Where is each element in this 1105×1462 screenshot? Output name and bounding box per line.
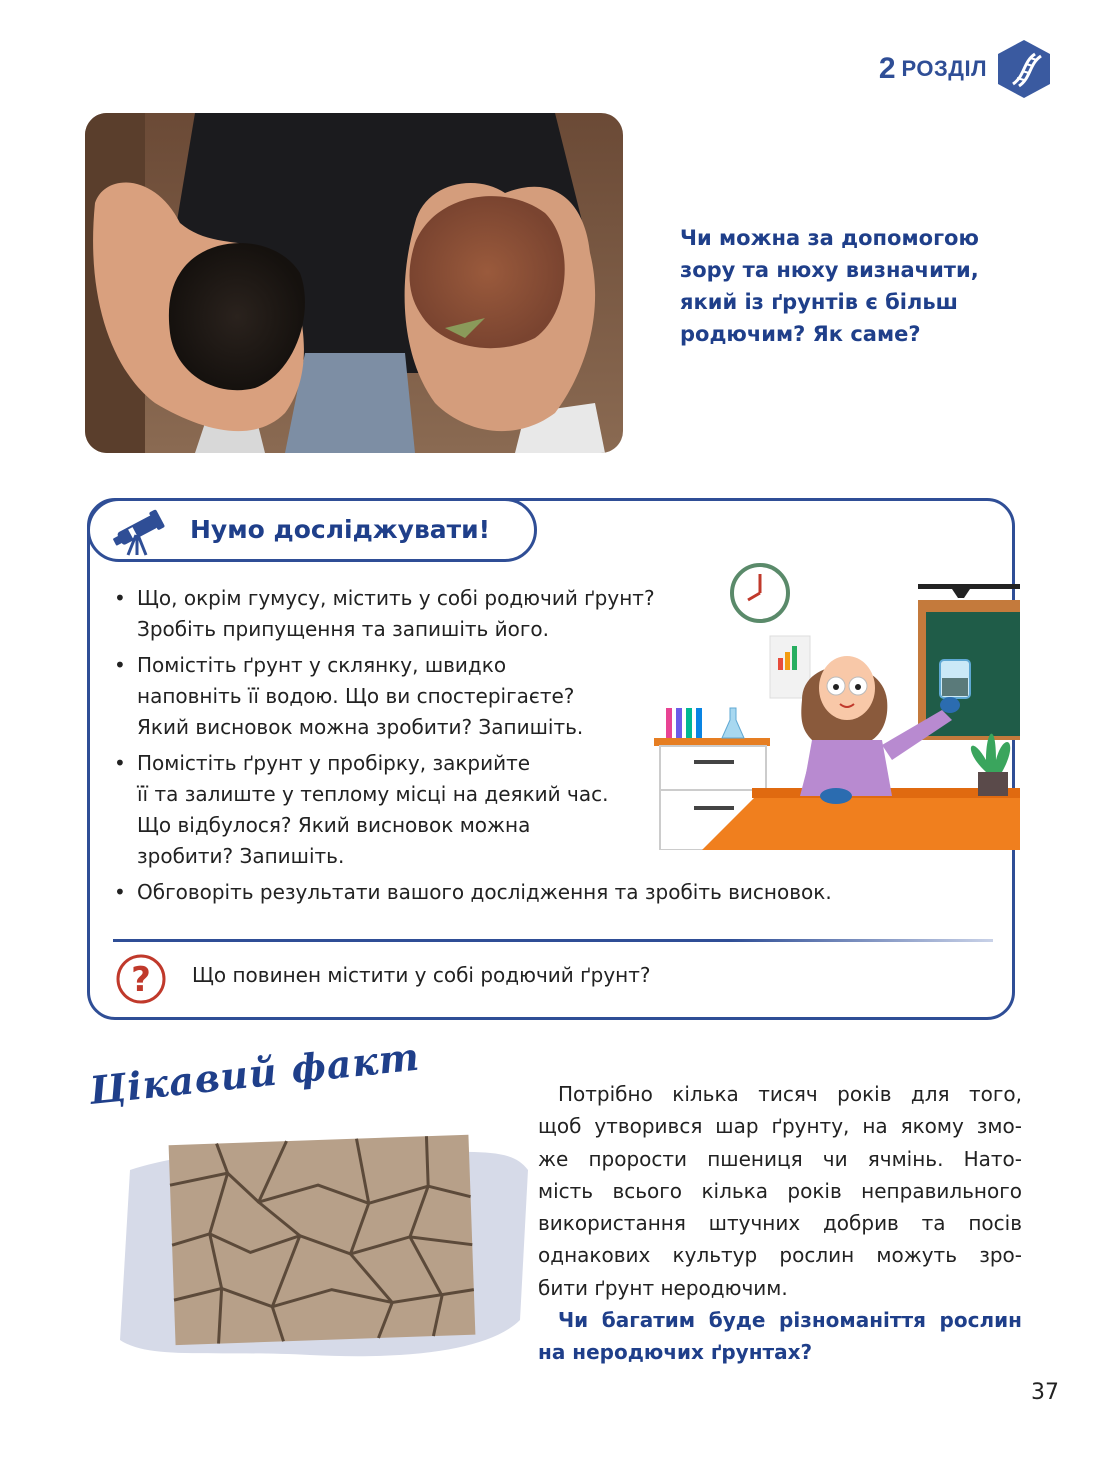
word: та — [921, 1211, 946, 1236]
task-line: • Помістіть ґрунт у склянку, швидко — [137, 653, 507, 677]
word: чи — [822, 1146, 848, 1171]
question-line: який із ґрунтів є більш — [680, 290, 958, 314]
word: посів — [968, 1211, 1022, 1236]
fact-line — [538, 1207, 1022, 1239]
explore-title: Нумо досліджувати! — [190, 515, 491, 544]
fact-line — [538, 1078, 1022, 1110]
fact-paragraph — [538, 1078, 1022, 1369]
task-line: Що відбулося? Який висновок можна — [137, 813, 531, 837]
word: на неродючих ґрунтах? — [538, 1340, 813, 1365]
word: Нато- — [963, 1146, 1022, 1171]
chapter-header — [879, 38, 1053, 100]
telescope-icon — [108, 505, 168, 557]
task-line: • Що, окрім гумусу, містить у собі родючий ґрунт? — [137, 586, 655, 610]
word: ячмінь. — [867, 1146, 944, 1171]
question-line: зору та нюху визначити, — [680, 258, 979, 282]
fact-question-line — [538, 1336, 1022, 1368]
fact-line — [538, 1239, 1022, 1271]
word: використання — [538, 1211, 686, 1236]
fact-line — [538, 1175, 1022, 1207]
word: ґрунту, — [771, 1114, 850, 1139]
word: зро- — [979, 1243, 1022, 1268]
word: років — [837, 1082, 892, 1106]
word: же — [538, 1146, 569, 1171]
word: рослин — [779, 1243, 855, 1268]
task-line: • Помістіть ґрунт у пробірку, закрийте — [137, 751, 531, 775]
fact-title: Цікавий факт — [87, 1033, 422, 1113]
question-line: родючим? Як саме? — [680, 322, 921, 346]
fact-line — [538, 1143, 1022, 1175]
fact-question-line — [538, 1304, 1022, 1336]
word: шар — [715, 1114, 759, 1139]
review-question: Що повинен містити у собі родючий ґрунт? — [192, 963, 651, 987]
word: буде — [708, 1308, 766, 1333]
task-line: • Обговоріть результати вашого дослідження та зробіть висновок. — [137, 880, 832, 904]
word: прорости — [588, 1146, 688, 1171]
question-mark-icon — [115, 953, 167, 1005]
word: на — [862, 1114, 888, 1139]
task-line: зробити? Запишіть. — [137, 844, 345, 868]
word: рослин — [939, 1308, 1022, 1333]
word: змо- — [976, 1114, 1022, 1139]
word: однакових — [538, 1243, 651, 1268]
word: бити ґрунт неродючим. — [538, 1275, 788, 1300]
word: пшениця — [707, 1146, 803, 1171]
word: Чи — [558, 1308, 589, 1333]
explore-tab — [87, 498, 537, 562]
chapter-number: 2 — [878, 52, 896, 85]
chapter-label: РОЗДІЛ — [901, 56, 987, 81]
word: всього — [612, 1178, 683, 1203]
section-divider — [113, 939, 993, 942]
word: мість — [538, 1178, 594, 1203]
word: Потрібно — [558, 1082, 653, 1106]
fact-line — [538, 1272, 1022, 1304]
soil-in-hands-photo — [85, 113, 623, 453]
word: утворився — [594, 1114, 703, 1139]
word: років — [787, 1178, 842, 1203]
word: можуть — [876, 1243, 957, 1268]
word: кілька — [701, 1178, 768, 1203]
task-line: її та залиште у теплому місці на деякий час. — [137, 782, 609, 806]
dna-hexagon-icon — [995, 38, 1053, 100]
question-line: Чи можна за допомогою — [680, 226, 979, 250]
word: тисяч — [758, 1082, 818, 1106]
word: багатим — [601, 1308, 696, 1333]
task-line: Зробіть припущення та запишіть його. — [137, 617, 550, 641]
word: щоб — [538, 1114, 582, 1139]
word: якому — [900, 1114, 964, 1139]
word: різноманіття — [779, 1308, 926, 1333]
task-line: наповніть її водою. Що ви спостерігаєте? — [137, 684, 575, 708]
word: того, — [969, 1082, 1022, 1106]
svg-text:?: ? — [131, 960, 151, 1000]
word: штучних — [708, 1211, 801, 1236]
word: для — [910, 1082, 950, 1106]
word: неправильного — [861, 1178, 1022, 1203]
page-number: 37 — [1031, 1380, 1059, 1405]
scientist-illustration — [652, 560, 1020, 850]
task-line: Який висновок можна зробити? Запишіть. — [137, 715, 584, 739]
fact-line — [538, 1110, 1022, 1142]
word: культур — [672, 1243, 758, 1268]
word: добрив — [822, 1211, 899, 1236]
word: кілька — [672, 1082, 739, 1106]
observation-question — [680, 222, 1010, 350]
task-item — [110, 877, 1010, 908]
cracked-soil-photo — [110, 1110, 530, 1370]
